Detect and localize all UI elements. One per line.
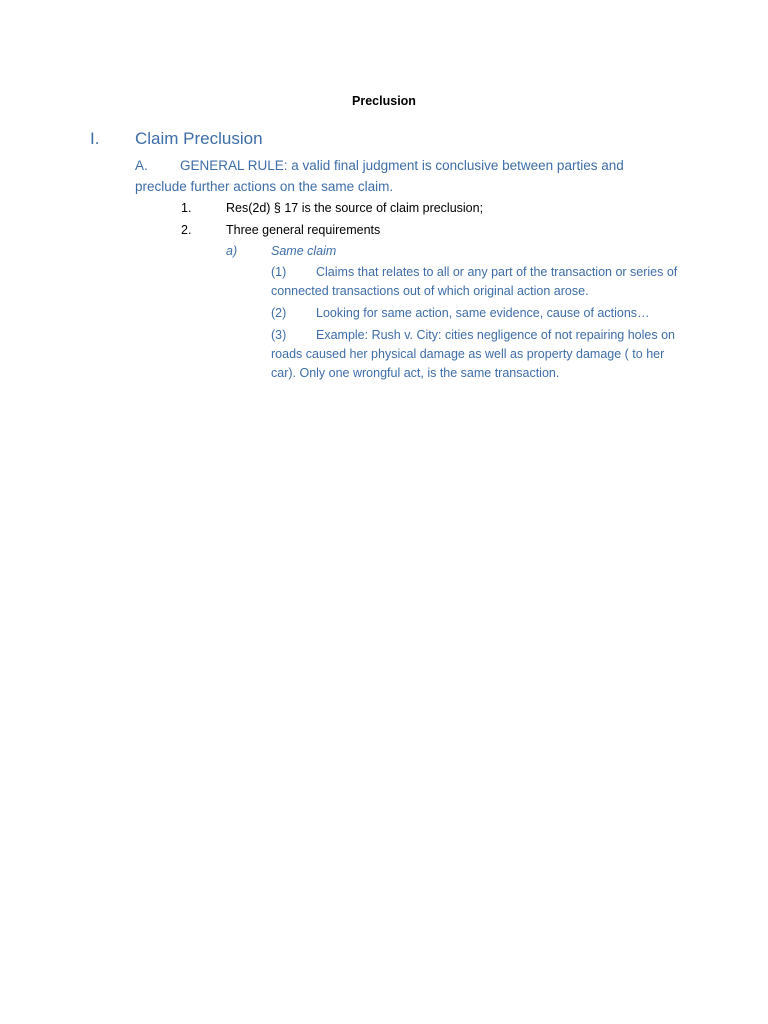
sub-list-item-marker: a) bbox=[226, 244, 238, 258]
list-item-text: Three general requirements bbox=[226, 223, 381, 237]
point-marker: (2) bbox=[271, 306, 287, 320]
sub-list-item-text: Same claim bbox=[271, 244, 337, 258]
point-marker: (3) bbox=[271, 328, 287, 342]
subsection-marker: A. bbox=[135, 158, 148, 173]
document-title: Preclusion bbox=[352, 94, 416, 108]
point-text: Claims that relates to all or any part of the transaction or series of connected transactions out of which original action arose. bbox=[271, 265, 678, 298]
list-item bbox=[181, 199, 483, 218]
section-number: I. bbox=[90, 129, 100, 148]
list-item-marker: 1. bbox=[181, 201, 192, 215]
list-item-text: Res(2d) § 17 is the source of claim preclusion; bbox=[226, 201, 484, 215]
list-item bbox=[181, 221, 380, 240]
point-item bbox=[271, 304, 681, 323]
point-marker: (1) bbox=[271, 265, 287, 279]
section-title: Claim Preclusion bbox=[135, 129, 263, 148]
subsection-text: GENERAL RULE: a valid final judgment is conclusive between parties and preclude further actions on the same claim. bbox=[135, 158, 624, 194]
point-text: Example: Rush v. City: cities negligence of not repairing holes on roads caused her physical damage as well as property damage ( to her car). Only one wrongful act, is the same transaction. bbox=[271, 328, 675, 380]
sub-list-item bbox=[226, 242, 336, 261]
list-item-marker: 2. bbox=[181, 223, 192, 237]
subsection-a bbox=[135, 156, 675, 197]
point-item bbox=[271, 326, 681, 383]
point-item bbox=[271, 263, 681, 301]
point-text: Looking for same action, same evidence, cause of actions… bbox=[316, 306, 650, 320]
